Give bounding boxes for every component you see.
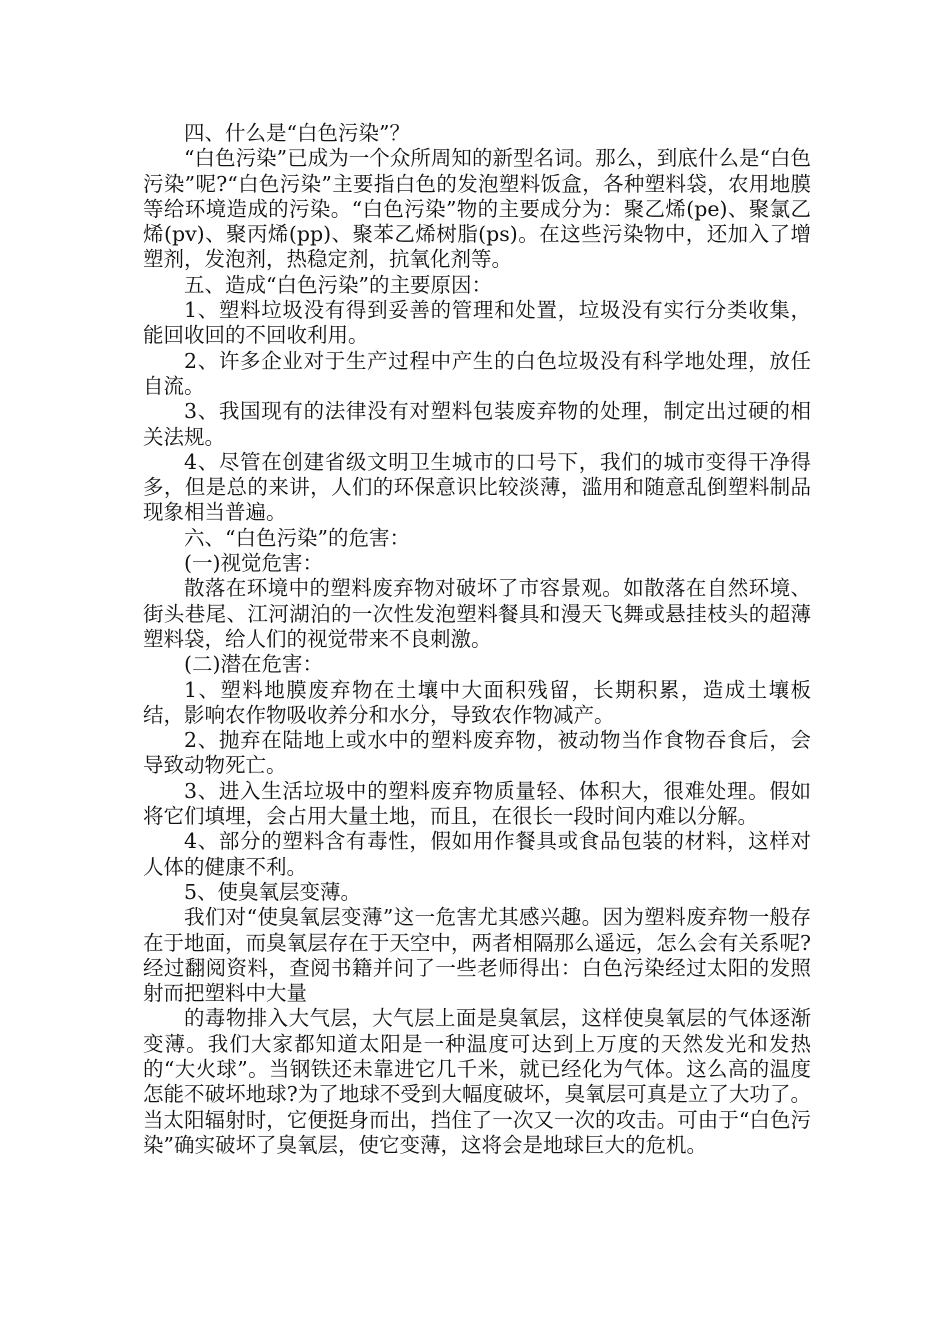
- subheading-visual-harm: (一)视觉危害：: [184, 551, 323, 576]
- paragraph-ozone-interest: 我们对“使臭氧层变薄”这一危害尤其感兴趣。因为塑料废弃物一般存在于地面，而臭氧层存在于天空中，两者相隔那么遥远，怎么会有关系呢?经过翻阅资料，查阅书籍并问了一些老师得出：白色污染经过太阳的发照射而把塑料中大量: [143, 905, 811, 1006]
- harm-item-1: 1、塑料地膜废弃物在土壤中大面积残留，长期积累，造成土壤板结，影响农作物吸收养分和水分，导致农作物减产。: [143, 677, 811, 727]
- subheading-potential-harm: (二)潜在危害：: [184, 652, 323, 677]
- paragraph-visual-harm: 散落在环境中的塑料废弃物对破坏了市容景观。如散落在自然环境、街头巷尾、江河湖泊的一次性发泡塑料餐具和漫天飞舞或悬挂枝头的超薄塑料袋，给人们的视觉带来不良刺激。: [143, 576, 811, 651]
- harm-item-2: 2、抛弃在陆地上或水中的塑料废弃物，被动物当作食物吞食后，会导致动物死亡。: [143, 728, 811, 778]
- cause-item-2: 2、许多企业对于生产过程中产生的白色垃圾没有科学地处理，放任自流。: [143, 348, 811, 398]
- document-body: [143, 121, 811, 1158]
- harm-item-3: 3、进入生活垃圾中的塑料废弃物质量轻、体积大，很难处理。假如将它们填埋，会占用大量土地，而且，在很长一段时间内难以分解。: [143, 778, 811, 829]
- cause-item-4: 4、尽管在创建省级文明卫生城市的口号下，我们的城市变得干净得多，但是总的来讲，人们的环保意识比较淡薄，滥用和随意乱倒塑料制品现象相当普遍。: [143, 449, 811, 525]
- paragraph-definition: “白色污染”已成为一个众所周知的新型名词。那么，到底什么是“白色污染”呢?“白色污染”主要指白色的发泡塑料饭盒，各种塑料袋，农用地膜等给环境造成的污染。“白色污染”物的主要成分为：聚乙烯(pe)、聚氯乙烯(pv)、聚丙烯(pp)、聚苯乙烯树脂(ps)。在这些污染物中，还加入了增塑剂，发泡剂，热稳定剂，抗氧化剂等。: [143, 146, 811, 272]
- heading-harms: 六、“白色污染”的危害：: [184, 525, 410, 550]
- harm-item-5: 5、使臭氧层变薄。: [184, 879, 362, 904]
- harm-item-4: 4、部分的塑料含有毒性，假如用作餐具或食品包装的材料，这样对人体的健康不利。: [143, 829, 811, 879]
- paragraph-ozone-explanation: 的毒物排入大气层，大气层上面是臭氧层，这样使臭氧层的气体逐渐变薄。我们大家都知道太阳是一种温度可达到上万度的天然发光和发热的“大火球”。当钢铁还未靠进它几千米，就已经化为气体。这么高的温度怎能不破坏地球?为了地球不受到大幅度破坏，臭氧层可真是立了大功了。当太阳辐射时，它便挺身而出，挡住了一次又一次的攻击。可由于“白色污染”确实破坏了臭氧层，使它变薄，这将会是地球巨大的危机。: [143, 1006, 811, 1157]
- heading-main-causes: 五、造成“白色污染”的主要原因：: [184, 272, 492, 297]
- cause-item-1: 1、塑料垃圾没有得到妥善的管理和处置，垃圾没有实行分类收集，能回收回的不回收利用。: [143, 298, 811, 348]
- heading-what-is-white-pollution: 四、什么是“白色污染”？: [184, 121, 410, 145]
- cause-item-3: 3、我国现有的法律没有对塑料包装废弃物的处理，制定出过硬的相关法规。: [143, 399, 811, 449]
